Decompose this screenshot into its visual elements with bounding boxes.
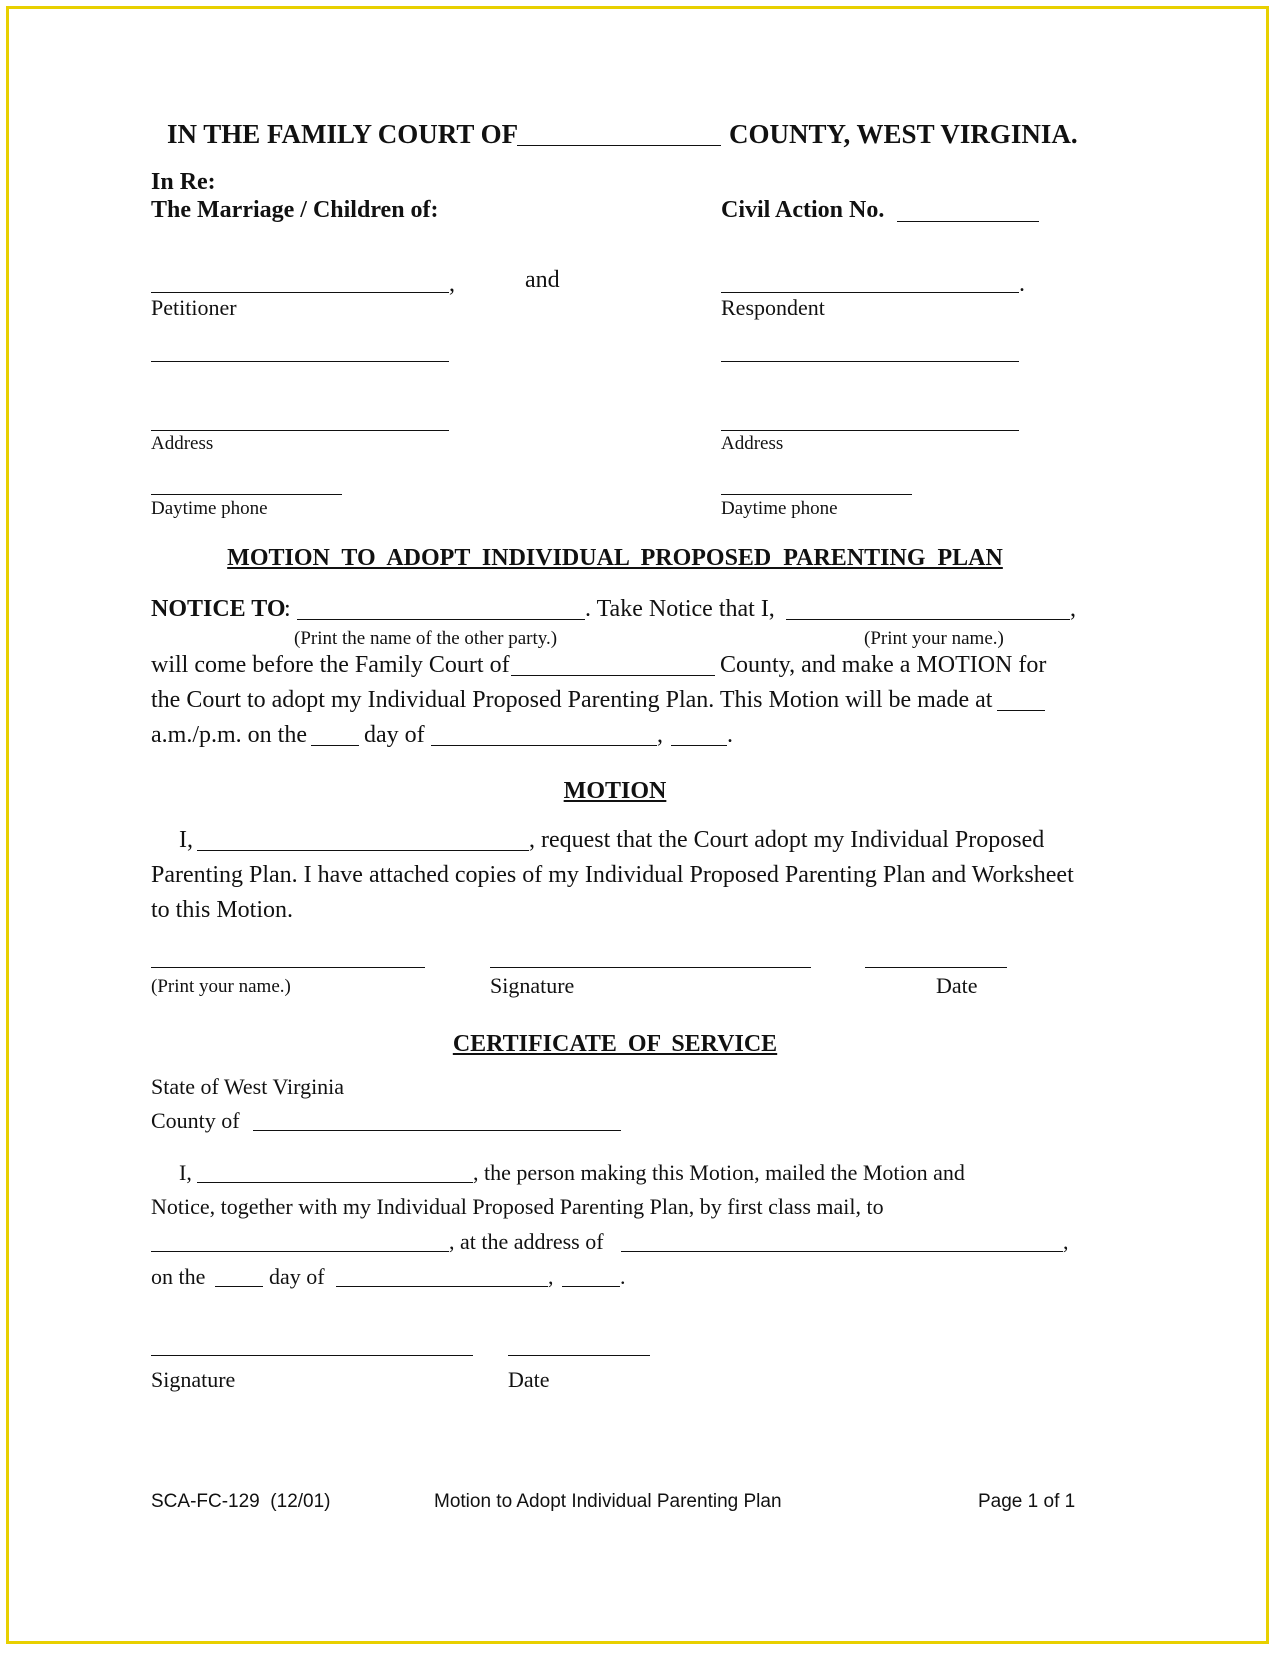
notice-comma: , <box>1070 596 1076 622</box>
court-title-right: COUNTY, WEST VIRGINIA. <box>729 119 1078 149</box>
motion-print-name-label: (Print your name.) <box>151 976 291 997</box>
motion-heading: MOTION <box>563 778 667 804</box>
certificate-c4-d: . <box>620 1264 626 1289</box>
motion-time-line[interactable] <box>997 710 1045 711</box>
motion-print-name-line[interactable] <box>151 967 425 968</box>
petitioner-comma: , <box>449 271 455 297</box>
footer-form-title: Motion to Adopt Individual Parenting Plan <box>434 1491 782 1512</box>
certificate-name-line[interactable] <box>197 1182 473 1183</box>
petitioner-address-label: Address <box>151 433 214 454</box>
certificate-date-label: Date <box>508 1367 550 1392</box>
motion-date-label: Date <box>936 973 978 998</box>
respondent-name-line[interactable] <box>721 292 1019 293</box>
notice-line1-a: will come before the Family Court of <box>151 652 510 678</box>
certificate-c4-a: on the <box>151 1264 206 1289</box>
petitioner-phone-label: Daytime phone <box>151 498 268 519</box>
respondent-address-line-1[interactable] <box>721 361 1019 362</box>
petitioner-address-line-2[interactable] <box>151 430 449 431</box>
motion-year-line[interactable] <box>671 745 727 746</box>
notice-line3-b: day of <box>364 722 425 748</box>
certificate-c3-a: , at the address of <box>449 1229 604 1254</box>
civil-action-number-line[interactable] <box>897 221 1039 222</box>
certificate-c4-c: , <box>548 1264 554 1289</box>
notice-line2: the Court to adopt my Individual Proposed Parenting Plan. This Motion will be made at <box>151 687 993 713</box>
hint-your-name: (Print your name.) <box>864 628 1004 649</box>
motion-p1-b: , request that the Court adopt my Individual Proposed <box>529 827 1045 853</box>
motion-signature-label: Signature <box>490 973 575 998</box>
document-page <box>6 6 1269 1644</box>
motion-name-line[interactable] <box>197 850 529 851</box>
motion-p2: Parenting Plan. I have attached copies of my Individual Proposed Parenting Plan and Worksheet <box>151 862 1074 888</box>
marriage-label: The Marriage / Children of: <box>151 197 439 223</box>
recipient-name-line[interactable] <box>151 1251 449 1252</box>
respondent-address-label: Address <box>721 433 784 454</box>
take-notice-text: . Take Notice that I, <box>585 596 775 622</box>
civil-action-label: Civil Action No. <box>721 197 885 223</box>
respondent-label: Respondent <box>721 295 825 320</box>
petitioner-name-line[interactable] <box>151 292 449 293</box>
county-label: County of <box>151 1108 240 1133</box>
petitioner-label: Petitioner <box>151 295 237 320</box>
respondent-phone-line[interactable] <box>721 494 912 495</box>
certificate-c4-b: day of <box>269 1264 325 1289</box>
notice-line3-d: . <box>727 722 733 748</box>
notice-line3-c: , <box>657 722 663 748</box>
motion-p1-a: I, <box>179 827 193 853</box>
notice-to-label: NOTICE TO <box>151 596 286 622</box>
certificate-signature-line[interactable] <box>151 1355 473 1356</box>
certificate-c1-b: , the person making this Motion, mailed the Motion and <box>473 1160 965 1185</box>
motion-date-line[interactable] <box>865 967 1007 968</box>
footer-form-id: SCA-FC-129 (12/01) <box>151 1491 331 1512</box>
mailing-year-line[interactable] <box>562 1286 620 1287</box>
respondent-phone-label: Daytime phone <box>721 498 838 519</box>
certificate-c3-b: , <box>1063 1229 1069 1254</box>
certificate-signature-label: Signature <box>151 1367 236 1392</box>
certificate-heading: CERTIFICATE OF SERVICE <box>452 1031 778 1057</box>
county-blank-line[interactable] <box>517 145 721 146</box>
motion-title: MOTION TO ADOPT INDIVIDUAL PROPOSED PARENTING PLAN <box>227 545 1003 571</box>
other-party-name-line[interactable] <box>297 619 585 620</box>
mailing-day-line[interactable] <box>215 1286 263 1287</box>
certificate-date-line[interactable] <box>508 1355 650 1356</box>
motion-day-line[interactable] <box>311 745 359 746</box>
motion-signature-line[interactable] <box>490 967 811 968</box>
in-re-label: In Re: <box>151 169 216 195</box>
respondent-period: . <box>1019 271 1025 297</box>
footer-page-number: Page 1 of 1 <box>978 1491 1076 1512</box>
respondent-address-line-2[interactable] <box>721 430 1019 431</box>
notice-line1-b: County, and make a MOTION for <box>720 652 1047 678</box>
state-label: State of West Virginia <box>151 1074 345 1099</box>
certificate-c1-a: I, <box>179 1160 192 1185</box>
petitioner-phone-line[interactable] <box>151 494 342 495</box>
notice-colon: : <box>284 596 291 622</box>
family-court-county-line[interactable] <box>511 675 715 676</box>
court-title-left: IN THE FAMILY COURT OF <box>167 119 519 149</box>
notice-line3-a: a.m./p.m. on the <box>151 722 307 748</box>
recipient-address-line[interactable] <box>621 1251 1063 1252</box>
mailing-month-line[interactable] <box>336 1286 548 1287</box>
certificate-c2: Notice, together with my Individual Proposed Parenting Plan, by first class mail, to <box>151 1194 884 1219</box>
your-name-line[interactable] <box>786 619 1070 620</box>
hint-other-party: (Print the name of the other party.) <box>294 628 558 649</box>
motion-p3: to this Motion. <box>151 897 294 923</box>
petitioner-address-line-1[interactable] <box>151 361 449 362</box>
and-label: and <box>525 267 560 293</box>
motion-month-line[interactable] <box>431 745 657 746</box>
certificate-county-line[interactable] <box>253 1130 621 1131</box>
